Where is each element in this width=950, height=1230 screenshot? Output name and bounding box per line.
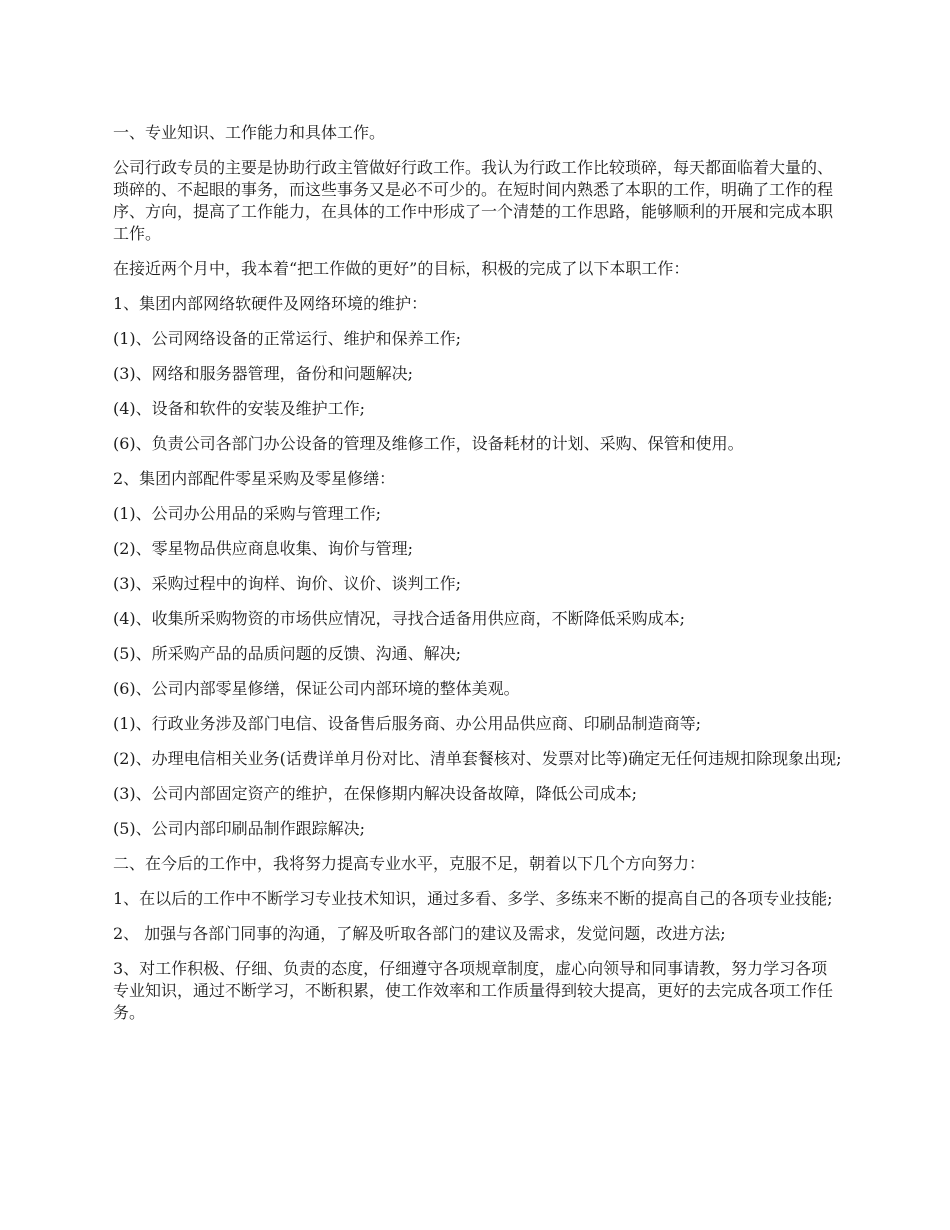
list-item: (5)、所采购产品的品质问题的反馈、沟通、解决; xyxy=(113,644,462,663)
list-item: 3、对工作积极、仔细、负责的态度，仔细遵守各项规章制度，虚心向领导和同事请教，努力学习各项专业知识，通过不断学习，不断积累，使工作效率和工作质量得到较大提高，更好的去完成各项工作任务。 xyxy=(113,959,834,1022)
list-item: (3)、采购过程中的询样、询价、议价、谈判工作; xyxy=(113,574,462,593)
list-item: (5)、公司内部印刷品制作跟踪解决; xyxy=(113,819,366,838)
section-heading-1: 一、专业知识、工作能力和具体工作。 xyxy=(113,123,386,142)
list-heading-procurement: 2、集团内部配件零星采购及零星修缮： xyxy=(113,469,396,488)
list-item: (1)、公司办公用品的采购与管理工作; xyxy=(113,504,382,523)
list-item: (1)、行政业务涉及部门电信、设备售后服务商、办公用品供应商、印刷品制造商等; xyxy=(113,714,702,733)
section-heading-2: 二、在今后的工作中，我将努力提高专业水平，克服不足，朝着以下几个方向努力： xyxy=(113,854,706,873)
list-item: (1)、公司网络设备的正常运行、维护和保养工作; xyxy=(113,329,462,348)
list-item: (3)、网络和服务器管理，备份和问题解决; xyxy=(113,364,414,383)
intro-paragraph: 公司行政专员的主要是协助行政主管做好行政工作。我认为行政工作比较琐碎，每天都面临着大量的、琐碎的、不起眼的事务，而这些事务又是必不可少的。在短时间内熟悉了本职的工作，明确了工作的程序、方向，提高了工作能力，在具体的工作中形成了一个清楚的工作思路，能够顺利的开展和完成本职工作。 xyxy=(113,158,834,243)
list-item: 1、在以后的工作中不断学习专业技术知识，通过多看、多学、多练来不断的提高自己的各项专业技能; xyxy=(113,889,833,908)
list-item: (2)、办理电信相关业务(话费详单月份对比、清单套餐核对、发票对比等)确定无任何违规扣除现象出现; xyxy=(113,749,842,768)
list-item: 2、 加强与各部门同事的沟通，了解及听取各部门的建议及需求，发觉问题，改进方法; xyxy=(113,924,726,943)
list-item: (3)、公司内部固定资产的维护，在保修期内解决设备故障，降低公司成本; xyxy=(113,784,638,803)
list-item: (6)、公司内部零星修缮，保证公司内部环境的整体美观。 xyxy=(113,679,520,698)
list-item: (4)、收集所采购物资的市场供应情况，寻找合适备用供应商，不断降低采购成本; xyxy=(113,609,686,628)
document-body xyxy=(113,122,843,1037)
list-heading-network: 1、集团内部网络软硬件及网络环境的维护： xyxy=(113,294,428,313)
list-item: (2)、零星物品供应商息收集、询价与管理; xyxy=(113,539,414,558)
list-item: (4)、设备和软件的安装及维护工作; xyxy=(113,399,366,418)
summary-paragraph: 在接近两个月中，我本着“把工作做的更好”的目标，积极的完成了以下本职工作： xyxy=(113,259,690,278)
list-item: (6)、负责公司各部门办公设备的管理及维修工作，设备耗材的计划、采购、保管和使用。 xyxy=(113,434,744,453)
